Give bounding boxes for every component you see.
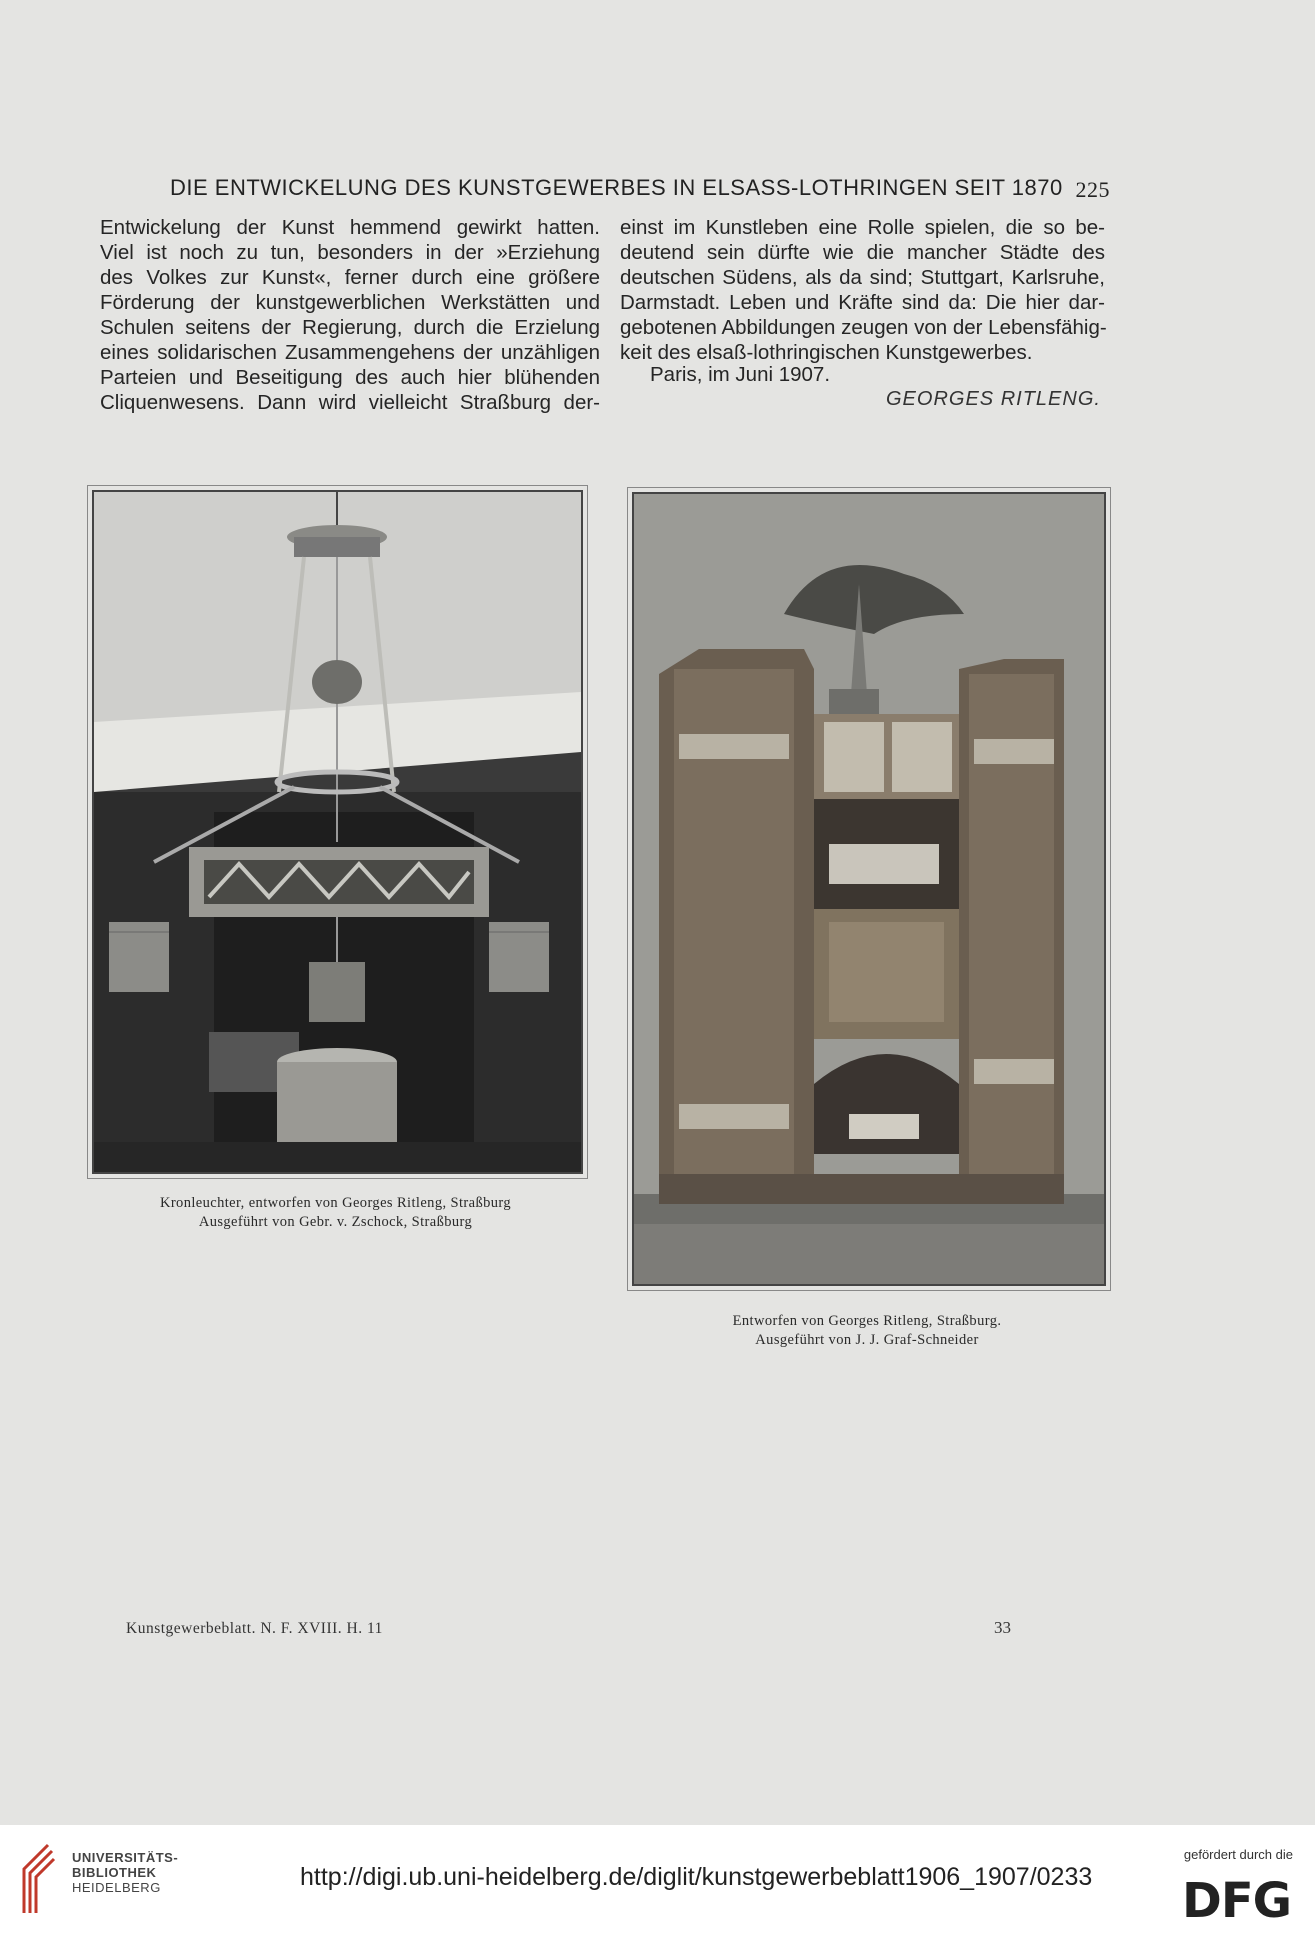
dfg-logo: DFG (1181, 1873, 1291, 1929)
text-column-right (620, 215, 1105, 365)
text-line: Förderung der kunstgewerblichen Werkstätten und (100, 291, 600, 314)
chandelier-caption (92, 1194, 579, 1232)
library-name (72, 1850, 178, 1895)
text-column-left (100, 215, 600, 415)
text-line: keit des elsaß-lothringischen Kunstgewerbes. (620, 341, 1033, 364)
library-logo-icon (22, 1843, 56, 1915)
cabinet-photo (632, 492, 1106, 1286)
caption-line: Ausgeführt von J. J. Graf-Schneider (755, 1332, 979, 1348)
permalink-url[interactable]: http://digi.ub.uni-heidelberg.de/diglit/kunstgewerbeblatt1906_1907/0233 (300, 1863, 1093, 1891)
text-line: deutschen Südens, als da sind; Stuttgart, Karlsruhe, (620, 266, 1105, 289)
text-line: einst im Kunstleben eine Rolle spielen, die so be- (620, 216, 1105, 239)
text-line: Parteien und Beseitigung des auch hier blühenden (100, 366, 600, 389)
text-line: deutend sein dürfte wie die mancher Städte des (620, 241, 1105, 264)
chandelier-photo (92, 490, 583, 1174)
library-name-line: BIBLIOTHEK (72, 1865, 157, 1880)
library-name-line: HEIDELBERG (72, 1880, 161, 1895)
text-line: Cliquenwesens. Dann wird vielleicht Straßburg der- (100, 391, 600, 414)
digitization-bar (0, 1825, 1315, 1935)
page-number: 225 (1075, 177, 1110, 202)
library-name-line: UNIVERSITÄTS- (72, 1850, 179, 1865)
author-signature: GEORGES RITLENG. (886, 388, 1101, 410)
caption-line: Ausgeführt von Gebr. v. Zschock, Straßburg (198, 1214, 473, 1230)
text-line: Viel ist noch zu tun, besonders in der »Erziehung (100, 241, 600, 264)
funding-label: gefördert durch die (1183, 1847, 1293, 1862)
chandelier-illustration (94, 492, 581, 1172)
cabinet-illustration (634, 494, 1104, 1284)
text-line: Schulen seitens der Regierung, durch die Erzielung (100, 316, 600, 339)
text-line: Darmstadt. Leben und Kräfte sind da: Die hier dar- (620, 291, 1105, 314)
journal-footer: Kunstgewerbeblatt. N. F. XVIII. H. 11 (126, 1620, 383, 1637)
text-line: gebotenen Abbildungen zeugen von der Lebensfähig- (620, 316, 1107, 339)
header-title: DIE ENTWICKELUNG DES KUNSTGEWERBES IN ELSASS-LOTHRINGEN SEIT 1870 (170, 175, 1063, 200)
text-line: des Volkes zur Kunst«, ferner durch eine größere (100, 266, 600, 289)
text-line: Entwickelung der Kunst hemmend gewirkt hatten. (100, 216, 600, 239)
caption-line: Kronleuchter, entworfen von Georges Ritleng, Straßburg (159, 1195, 512, 1211)
text-line: eines solidarischen Zusammengehens der unzähligen (100, 341, 600, 364)
caption-line: Entworfen von Georges Ritleng, Straßburg. (732, 1313, 1002, 1329)
dateline: Paris, im Juni 1907. (650, 363, 831, 386)
cabinet-caption (632, 1312, 1102, 1350)
signature-mark: 33 (994, 1618, 1011, 1637)
